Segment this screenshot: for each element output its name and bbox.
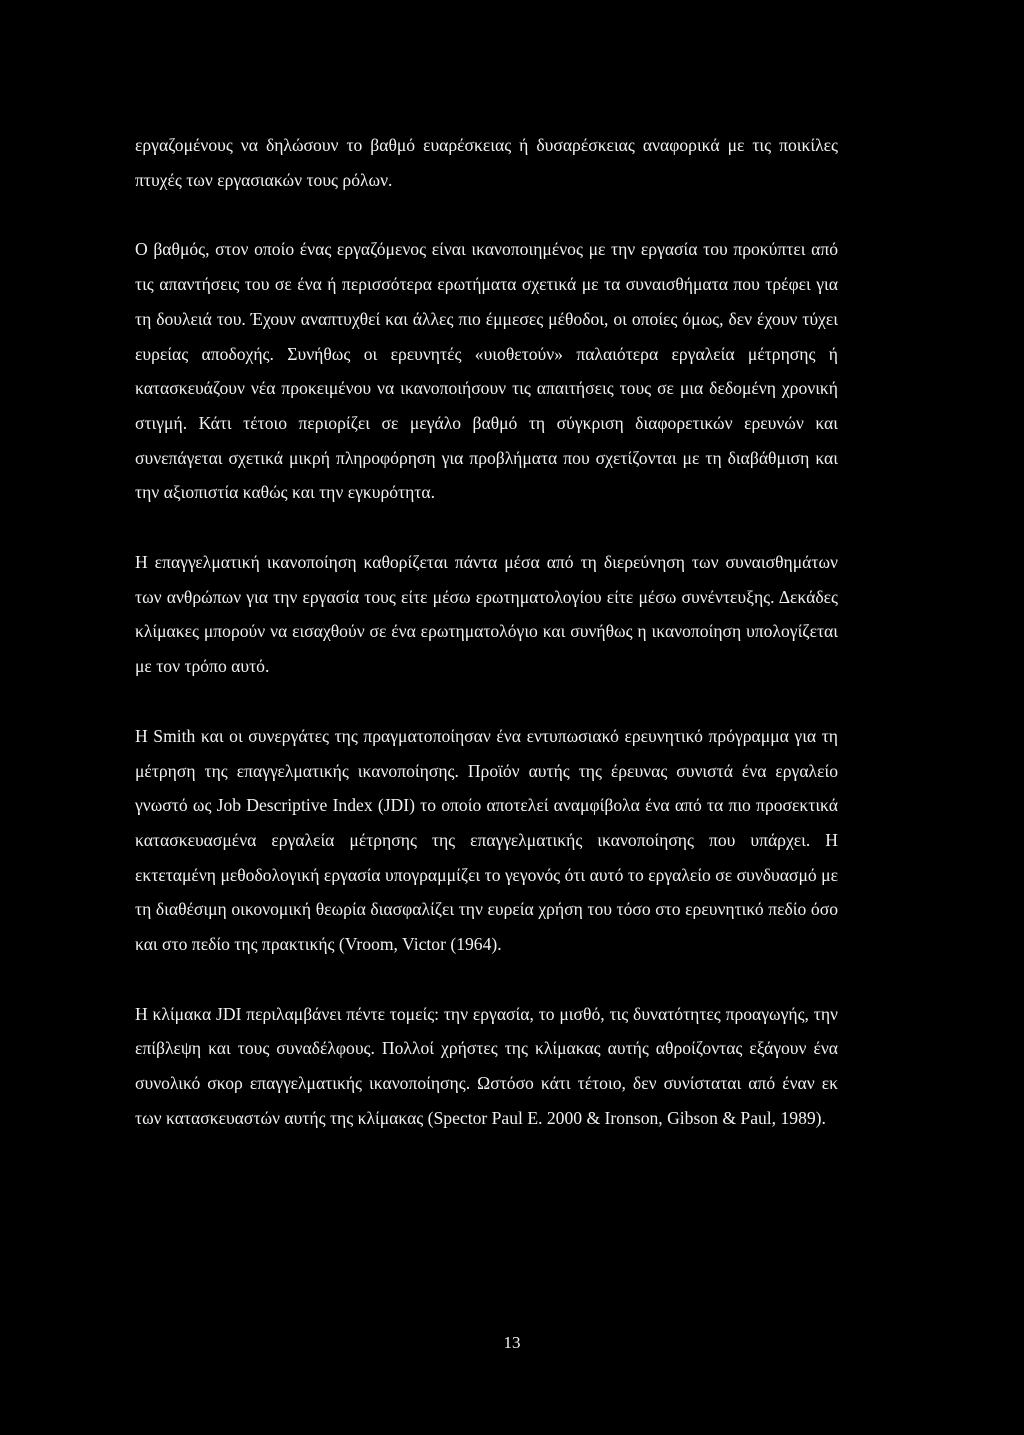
paragraph-gap: [135, 510, 838, 545]
paragraph-3: Η επαγγελματική ικανοποίηση καθορίζεται πάντα μέσα από τη διερεύνηση των συναισθημάτων των ανθρώπων για την εργασία τους είτε μέσω ερωτηματολογίου είτε μέσω συνέντευξης. Δεκάδες κλίμακες μπορούν να εισαχθούν σε ένα ερωτηματολόγιο και συνήθως η ικανοποίηση υπολογίζεται με τον τρόπο αυτό.: [135, 552, 838, 677]
paragraph-gap: [135, 684, 838, 719]
paragraph-4: Η Smith και οι συνεργάτες της πραγματοποίησαν ένα εντυπωσιακό ερευνητικό πρόγραμμα για τη μέτρηση της επαγγελματικής ικανοποίησης. Προϊόν αυτής της έρευνας συνιστά ένα εργαλείο γνωστό ως Job Descriptive Index (JDI) το οποίο αποτελεί αναμφίβολα ένα από τα πιο προσεκτικά κατασκευασμένα εργαλεία μέτρησης της επαγγελματικής ικανοποίησης που υπάρχει. Η εκτεταμένη μεθοδολογική εργασία υπογραμμίζει το γεγονός ότι αυτό το εργαλείο σε συνδυασμό με τη διαθέσιμη οικονομική θεωρία διασφαλίζει την ευρεία χρήση του τόσο στο ερευνητικό πεδίο όσο και στο πεδίο της πρακτικής (Vroom, Victor (1964).: [135, 725, 838, 955]
body-text: [135, 128, 838, 1136]
paragraph-2: Ο βαθμός, στον οποίο ένας εργαζόμενος είναι ικανοποιημένος με την εργασία του προκύπτει από τις απαντήσεις του σε ένα ή περισσότερα ερωτήματα σχετικά με τα συναισθήματα που τρέφει για τη δουλειά του. Έχουν αναπτυχθεί και άλλες πιο έμμεσες μέθοδοι, οι οποίες όμως, δεν έχουν τύχει ευρείας αποδοχής. Συνήθως οι ερευνητές «υιοθετούν» παλαιότερα εργαλεία μέτρησης ή κατασκευάζουν νέα προκειμένου να ικανοποιήσουν τις απαιτήσεις τους σε μια δεδομένη χρονική στιγμή. Κάτι τέτοιο περιορίζει σε μεγάλο βαθμό τη σύγκριση διαφορετικών ερευνών και συνεπάγεται σχετικά μικρή πληροφόρηση για προβλήματα που σχετίζονται με τη διαβάθμιση και την αξιοπιστία καθώς και την εγκυρότητα.: [135, 239, 838, 503]
paragraph-5: Η κλίμακα JDI περιλαμβάνει πέντε τομείς: την εργασία, το μισθό, τις δυνατότητες προαγωγής, την επίβλεψη και τους συναδέλφους. Πολλοί χρήστες της κλίμακας αυτής αθροίζοντας εξάγουν ένα συνολικό σκορ επαγγελματικής ικανοποίησης. Ωστόσο κάτι τέτοιο, δεν συνίσταται από έναν εκ των κατασκευαστών αυτής της κλίμακας (Spector Paul E. 2000 & Ironson, Gibson & Paul, 1989).: [135, 1003, 838, 1128]
page-number: 13: [503, 1333, 521, 1352]
paragraph-gap: [135, 962, 838, 997]
paragraph-1: εργαζομένους να δηλώσουν το βαθμό ευαρέσκειας ή δυσαρέσκειας αναφορικά με τις ποικίλες πτυχές των εργασιακών τους ρόλων.: [135, 135, 838, 190]
paragraph-gap: [135, 197, 838, 232]
